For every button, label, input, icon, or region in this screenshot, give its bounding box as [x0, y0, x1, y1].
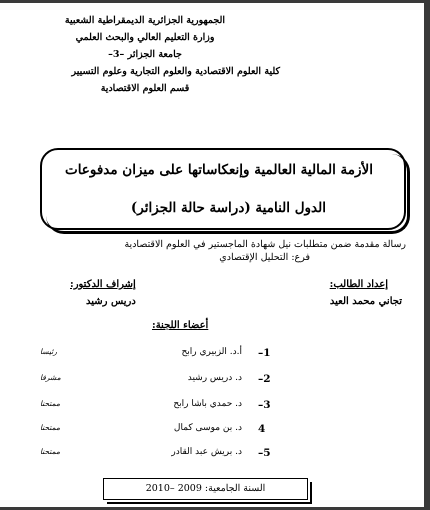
member-number: –5 — [258, 447, 271, 459]
preparer-label: إعداد الطالب: — [329, 279, 388, 290]
republic-line: الجمهورية الجزائرية الديمقراطية الشعبية — [64, 15, 226, 26]
faculty-line: كلية العلوم الاقتصادية والعلوم التجارية وعلوم التسيير — [71, 66, 280, 77]
department-line: قسم العلوم الاقتصادية — [100, 83, 190, 94]
member-name: أ.د. الزبيري رابح — [181, 347, 242, 357]
committee-member-row — [0, 423, 430, 439]
member-name: د. دريس رشيد — [187, 373, 242, 383]
member-role: رئيسا — [40, 347, 57, 356]
academic-year: السنة الجامعية: 2009 –2010 — [145, 483, 266, 494]
member-number: 4 — [258, 423, 266, 435]
thesis-title-box — [40, 148, 406, 230]
thesis-title-line-2: الدول النامية (دراسة حالة الجزائر) — [130, 200, 326, 216]
thesis-branch: فرع: التحليل الإقتصادي — [219, 252, 310, 263]
ministry-line: وزارة التعليم العالي والبحث العلمي — [75, 32, 215, 43]
member-name: د. بن موسى كمال — [173, 423, 242, 433]
academic-year-box — [103, 478, 308, 500]
supervisor-name: دريس رشيد — [86, 296, 136, 307]
member-name: د. بريش عبد القادر — [171, 447, 242, 457]
member-number: –3 — [258, 399, 271, 411]
committee-title: أعضاء اللجنة: — [152, 320, 209, 331]
preparer-name: تجاني محمد العيد — [329, 296, 402, 307]
page-border-top — [0, 0, 430, 3]
thesis-title-line-1: الأزمة المالية العالمية وإنعكاساتها على ميزان مدفوعات — [64, 162, 373, 178]
member-role: ممتحنا — [40, 423, 61, 432]
member-role: ممتحنا — [40, 447, 61, 456]
supervisor-label: إشراف الدكتور: — [70, 279, 136, 290]
committee-member-row — [0, 447, 430, 463]
university-line: جامعة الجزائر –3– — [108, 49, 182, 60]
member-number: –1 — [258, 347, 271, 359]
member-number: –2 — [258, 373, 271, 385]
committee-member-row — [0, 373, 430, 389]
member-role: ممتحنا — [40, 399, 61, 408]
committee-member-row — [0, 399, 430, 415]
member-role: مشرفا — [40, 373, 61, 382]
thesis-description: رسالة مقدمة ضمن متطلبات نيل شهادة الماجستير في العلوم الاقتصادية — [124, 239, 406, 250]
institution-header — [10, 12, 280, 97]
member-name: د. حمدي باشا رابح — [173, 399, 242, 409]
committee-member-row — [0, 347, 430, 363]
